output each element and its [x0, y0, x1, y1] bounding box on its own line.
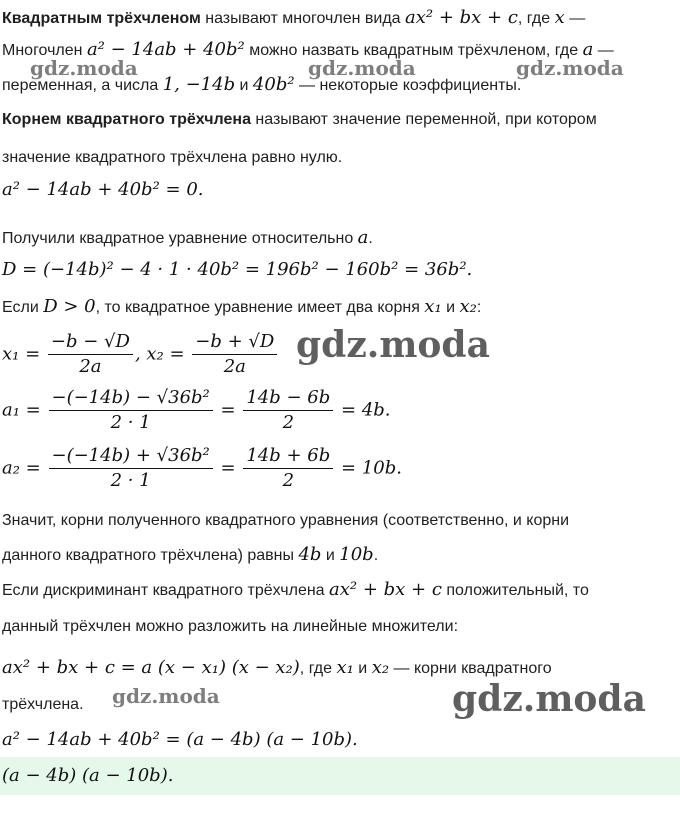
text-line: Если дискриминант квадратного трёхчлена ax² + bx + c положительный, то	[2, 579, 589, 600]
fraction: $\frac{-b - √D}{2a}$	[48, 330, 133, 379]
definition-trinomial: Квадратным трёхчленом называют многочлен вида ax² + bx + c, где x —	[2, 7, 586, 28]
watermark: gdz.moda	[452, 678, 646, 720]
text-line: данный трёхчлен можно разложить на линейные множители:	[2, 618, 459, 635]
roots-formula: x₁ = $\frac{-b - √D}{2a}$ , x₂ = $\frac{-b + √D}{2a}$	[2, 330, 279, 379]
text-line: Многочлен a² − 14ab + 40b² можно назвать квадратным трёхчленом, где a —	[2, 39, 614, 60]
factor-equation: a² − 14ab + 40b² = (a − 4b) (a − 10b).	[2, 729, 358, 750]
watermark: gdz.moda	[30, 56, 138, 80]
text-line: переменная, а числа 1, −14b и 40b² — некоторые коэффициенты.	[2, 74, 522, 95]
watermark: gdz.moda	[296, 324, 490, 366]
answer: (a − 4b) (a − 10b).	[2, 765, 174, 786]
fraction: $\frac{14b - 6b}{2}$	[243, 386, 333, 435]
math-expression: a² − 14ab + 40b²	[86, 39, 245, 60]
watermark: gdz.moda	[112, 684, 220, 708]
text-line: данного квадратного трёхчлена) равны 4b и 10b.	[2, 544, 379, 565]
fraction: $\frac{\text{−(−14b) − √36b²}}{2 \cdot 1}$	[49, 386, 213, 435]
math-expression: ax² + bx + c	[405, 7, 518, 28]
factorization-formula: ax² + bx + c = a (x − x₁) (x − x₂), где x₁ и x₂ — корни квадратного	[2, 657, 552, 678]
term-root: Корнем квадратного трёхчлена	[2, 111, 251, 128]
root-a2-equation: a₂ = $\frac{\text{−(−14b) + √36b²}}{2 \cdot 1}$ = $\frac{14b + 6b}{2}$ = 10b.	[2, 445, 402, 491]
watermark: gdz.moda	[516, 56, 624, 80]
text-line: значение квадратного трёхчлена равно нулю.	[2, 149, 343, 166]
discriminant-equation: D = (−14b)² − 4 · 1 · 40b² = 196b² − 160b² = 36b².	[2, 259, 473, 280]
root-a1-equation: a₁ = $\frac{\text{−(−14b) − √36b²}}{2 \cdot 1}$ = $\frac{14b - 6b}{2}$ = 4b.	[2, 387, 391, 433]
definition-root: Корнем квадратного трёхчлена называют значение переменной, при котором	[2, 111, 597, 128]
fraction: $\frac{-b + √D}{2a}$	[192, 330, 277, 379]
fraction: $\frac{\text{−(−14b) + √36b²}}{2 \cdot 1}$	[49, 444, 213, 493]
text-line: Если D > 0, то квадратное уравнение имеет два корня x₁ и x₂:	[2, 296, 482, 317]
term-trinomial: Квадратным трёхчленом	[2, 10, 201, 27]
text-line: Значит, корни полученного квадратного уравнения (соответственно, и корни	[2, 512, 570, 529]
equation: a² − 14ab + 40b² = 0.	[2, 179, 204, 200]
text-line: трёхчлена.	[2, 696, 84, 713]
fraction: $\frac{14b + 6b}{2}$	[243, 444, 333, 493]
text-line: Получили квадратное уравнение относительно a.	[2, 227, 373, 248]
watermark: gdz.moda	[308, 56, 416, 80]
